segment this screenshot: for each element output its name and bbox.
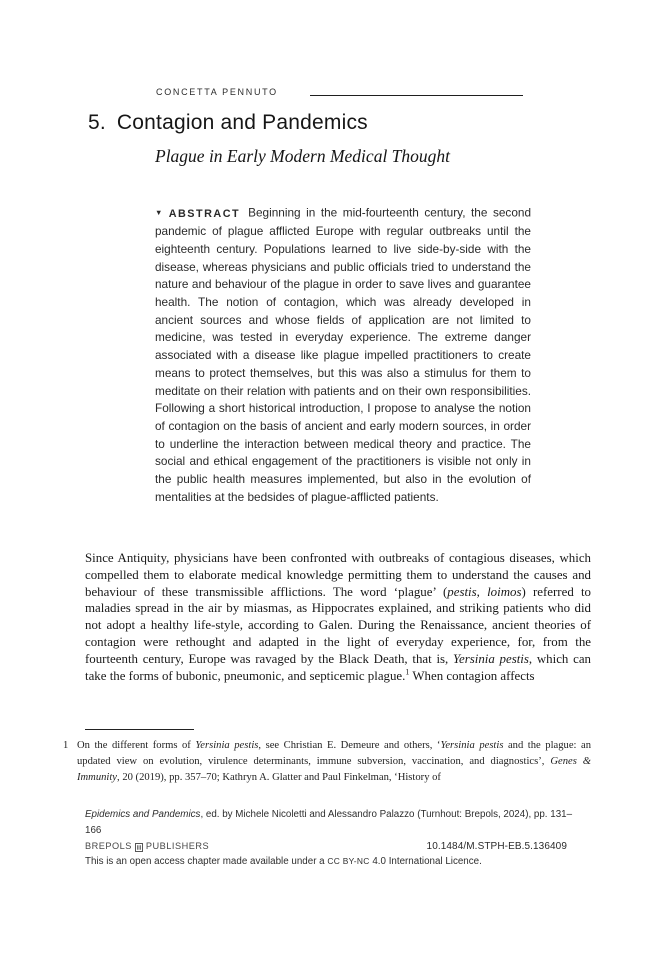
footnote-rule bbox=[85, 729, 194, 730]
body-paragraph: Since Antiquity, physicians have been confronted with outbreaks of contagious diseases, which compelled them to elaborate medical knowledge permitting them to understand the causes and behaviour of these transmissible afflictions. The word ‘plague’ (pestis, loimos) referred to maladies spread in the air by miasmas, as Hippocrates explained, and striking patients who did not adopt a healthy life-style, according to Galen. During the Renaissance, ancient theories of contagion were rethought and adapted in the light of everyday experience, for, from the fourteenth century, Europe was ravaged by the Black Death, that is, Yersinia pestis, which can take the forms of bubonic, pneumonic, and septicemic plague.$^1$ When contagion affects bbox=[85, 551, 592, 683]
chapter-title: Contagion and Pandemics bbox=[116, 111, 368, 134]
abstract-text: Beginning in the mid-fourteenth century, the second pandemic of plague afflicted Europe with regular outbreaks until the eighteenth century. Populations learned to live side-by-side with the disease, whereas physicians and public officials tried to understand the nature and behaviour of the plague in order to save lives and guarantee health. The notion of contagion, which was already developed in ancient sources and whose fields of application are not limited to medicine, was tested in everyday experience. The extreme danger associated with a disease like plague impelled practitioners to create means to protect themselves, but this was also a stimulus for them to meditate on their relation with patients and on their own responsibilities. Following a short historical introduction, I propose to analyse the notion of contagion on the basis of ancient and early modern sources, in order to underline the interaction between medical theory and practice. The social and ethical engagement of the practitioners is visible not only in the public health measures implemented, but also in the evolution of mentalities at the bedsides of plague-afflicted patients. bbox=[155, 205, 531, 504]
abstract-label: ABSTRACT bbox=[168, 207, 241, 220]
running-author: CONCETTA PENNUTO bbox=[156, 87, 278, 97]
footer-citation-continued: 166 bbox=[85, 824, 102, 836]
footer-block bbox=[85, 807, 573, 870]
header-rule bbox=[310, 95, 523, 96]
footnote bbox=[63, 738, 591, 786]
publisher-imprint bbox=[85, 839, 209, 855]
publishers-wordmark: PUBLISHERS bbox=[145, 840, 210, 851]
footnote-text: On the different forms of Yersinia pestis, see Christian E. Demeure and others, ‘Yersinia pestis and the plague: an updated view on evolution, virulence determinants, immune subversion, vaccination, and diagnostics’, Genes & Immunity, 20 (2019), pp. 357–70; Kathryn A. Glatter and Paul Finkelman, ‘History of bbox=[77, 740, 591, 783]
doi: 10.1484/M.STPH-EB.5.136409 bbox=[426, 840, 567, 852]
abstract-triangle-icon: ▼ bbox=[155, 208, 165, 217]
chapter-number: 5. bbox=[88, 111, 106, 134]
publisher-doi-row bbox=[85, 839, 567, 854]
chapter-title-row bbox=[88, 110, 612, 136]
brepols-wordmark: BREPOLS bbox=[85, 840, 132, 851]
licence-note: This is an open access chapter made available under a CC BY-NC 4.0 International Licence. bbox=[85, 856, 482, 868]
chapter-subtitle: Plague in Early Modern Medical Thought bbox=[155, 146, 451, 166]
footer-citation: Epidemics and Pandemics, ed. by Michele Nicoletti and Alessandro Palazzo (Turnhout: Brepols, 2024), pp. 131– bbox=[85, 809, 573, 820]
abstract-block bbox=[155, 204, 531, 506]
footnote-number: 1 bbox=[63, 740, 69, 751]
brepols-mark-icon bbox=[135, 842, 143, 851]
